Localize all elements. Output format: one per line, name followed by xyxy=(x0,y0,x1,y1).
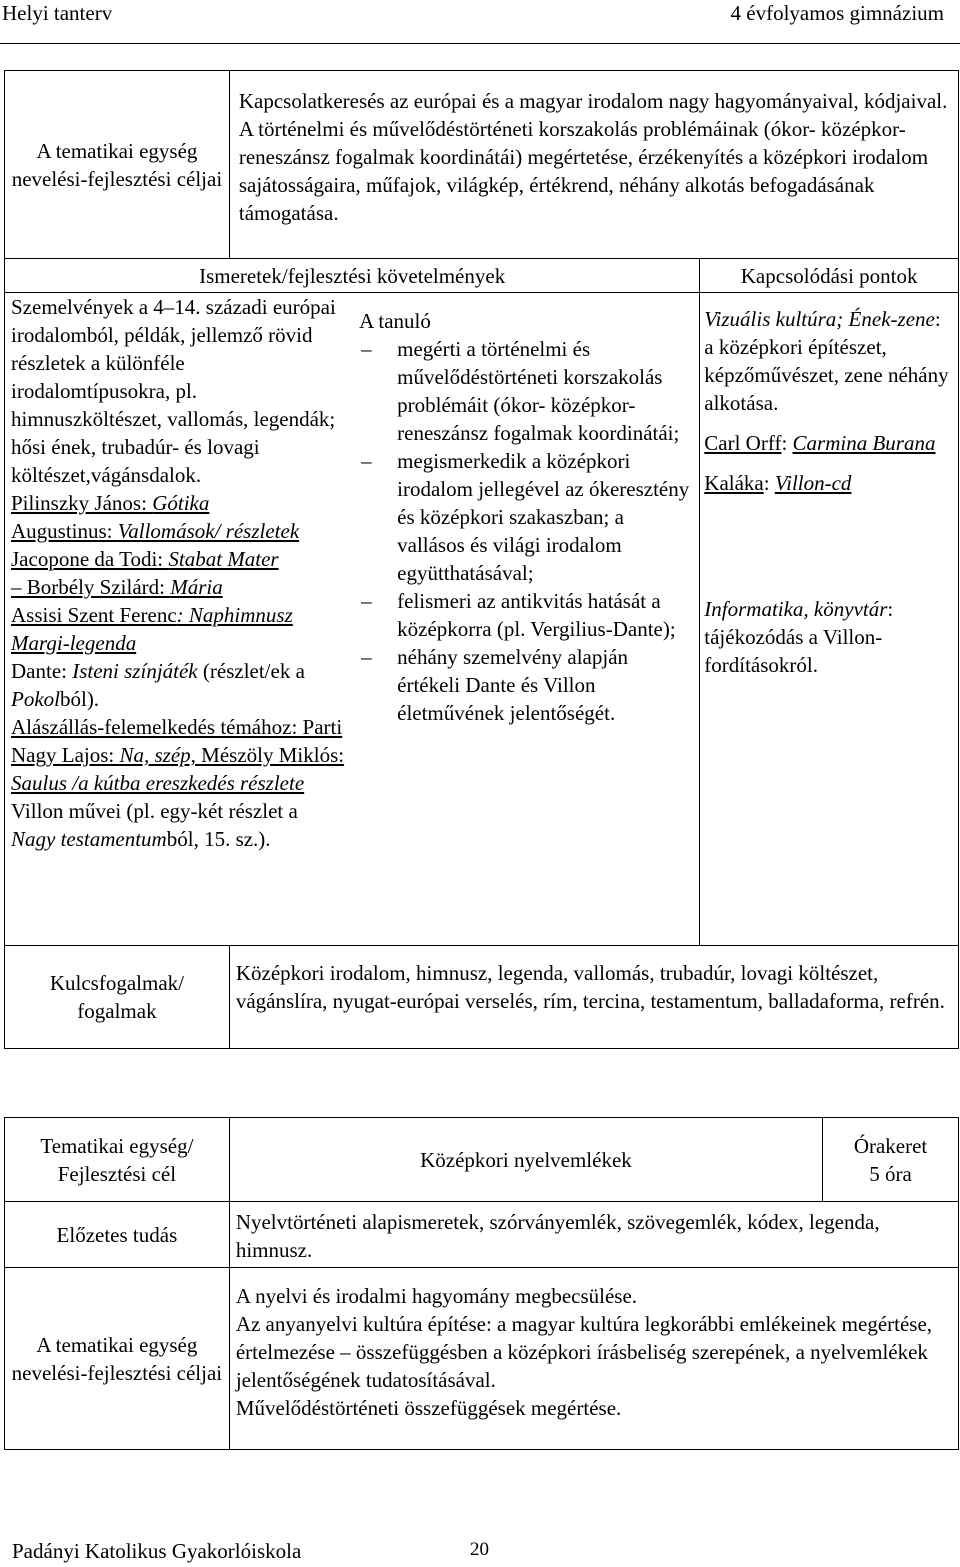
links-header: Kapcsolódási pontok xyxy=(740,263,918,288)
goals-text-cell xyxy=(229,71,958,259)
goals-label-cell xyxy=(5,71,230,259)
page-number: 20 xyxy=(470,1539,489,1560)
prior-label-cell xyxy=(5,1202,230,1268)
reading-alaszallas: Alászállás-felemelkedés témához: Parti Nagy Lajos: Na, szép, Mészöly Miklós: Saulus /a kútba ereszkedés részlete xyxy=(11,715,345,795)
requirements-header: Ismeretek/fejlesztési követelmények xyxy=(199,263,506,288)
readings-intro: Szemelvények a 4–14. századi európai irodalomból, példák, jellemző rövid részletek a különféle irodalomtípusokra, pl. himnuszköltészet, vallomás, legendák; hősi ének, trubadúr- és lovagi költészet,vágánsdalok. xyxy=(11,295,336,487)
list-item: – megismerkedik a középkori irodalom jellegével az ókeresztény és középkori szakaszban; a vallásos és világi irodalom együtthatásával; xyxy=(359,447,691,587)
link-vizualis: Vizuális kultúra; Ének-zene: a középkori építészet, képzőművészet, zene néhány alkotása. xyxy=(704,307,949,415)
links-header-cell xyxy=(700,259,959,293)
link-orff: Carl Orff: Carmina Burana xyxy=(704,431,936,455)
unit-title-cell xyxy=(229,1118,822,1202)
reading-jacopone: Jacopone da Todi: Stabat Mater xyxy=(11,547,279,571)
reading-augustinus: Augustinus: Vallomások/ részletek xyxy=(11,519,300,543)
list-item: – megérti a történelmi és művelődéstörténeti korszakolás problémáit (ókor- középkor- reneszánsz fogalmak koordinátái; xyxy=(359,335,691,447)
reading-dante: Dante: Isteni színjáték (részlet/ek a Pokolból). xyxy=(11,659,305,711)
links-cell xyxy=(700,293,959,946)
reading-villon: Villon művei (pl. egy-két részlet a Nagy testamentumból, 15. sz.). xyxy=(11,799,298,851)
unit-label-cell xyxy=(5,1118,230,1202)
footer-school: Padányi Katolikus Gyakorlóiskola xyxy=(12,1539,302,1563)
keywords-label: Kulcsfogalmak/ fogalmak xyxy=(49,971,184,1023)
keywords-label-cell xyxy=(5,946,230,1049)
readings-cell xyxy=(5,293,354,946)
list-item: – felismeri az antikvitás hatását a középkorra (pl. Vergilius-Dante); xyxy=(359,587,691,643)
goals2-line1: A nyelvi és irodalmi hagyomány megbecsülése. xyxy=(235,1284,638,1308)
keywords-text: Középkori irodalom, himnusz, legenda, vallomás, trubadúr, lovagi költészet, vágánslíra, nyugat-európai verselés, rím, tercina, testamentum, balladaforma, refrén. xyxy=(235,961,945,1013)
prior-text: Nyelvtörténeti alapismeretek, szórványemlék, szövegemlék, kódex, legenda, himnusz. xyxy=(235,1210,880,1262)
curriculum-table-2 xyxy=(4,1117,959,1450)
reading-assisi: Assisi Szent Ferenc: Naphimnusz xyxy=(11,603,293,627)
hours-value: 5 óra xyxy=(869,1161,912,1186)
goals2-line2: Az anyanyelvi kultúra építése: a magyar kultúra legkorábbi emlékeinek megértése, értelmezése – összefüggésben a középkori írásbeliség szerepének, a nyelvemlékek jelentőségének tudatosításával. xyxy=(235,1312,933,1392)
link-informatika: Informatika, könyvtár: tájékozódás a Villon-fordításokról. xyxy=(704,597,894,677)
prior-text-cell xyxy=(229,1202,958,1268)
reading-borbely: – Borbély Szilárd: Mária xyxy=(11,575,223,599)
learner-list xyxy=(359,335,691,727)
curriculum-table-1 xyxy=(4,70,959,1049)
goals-text: Kapcsolatkeresés az európai és a magyar irodalom nagy hagyományaival, kódjaival. A történelmi és művelődéstörténeti korszakolás problémáinak (ókor- középkor- reneszánsz fogalmak koordinátái) megértetése, érzékenyítés a középkori irodalom sajátosságaira, műfajok, világkép, értékrend, néhány alkotás befogadásának támogatása. xyxy=(238,89,948,225)
reading-pilinszky: Pilinszky János: Gótika xyxy=(11,491,210,515)
list-item: – néhány szemelvény alapján értékeli Dante és Villon életművének jelentőségét. xyxy=(359,643,691,727)
prior-label: Előzetes tudás xyxy=(56,1222,178,1247)
learner-intro: A tanuló xyxy=(359,309,431,333)
goals2-text-cell xyxy=(229,1268,958,1450)
link-kalaka: Kaláka: Villon-cd xyxy=(704,471,852,495)
learner-cell xyxy=(353,293,700,946)
goals2-line3: Művelődéstörténeti összefüggések megértése. xyxy=(235,1396,622,1420)
goals2-label-cell xyxy=(5,1268,230,1450)
header-right: 4 évfolyamos gimnázium xyxy=(730,1,944,25)
header-rule xyxy=(0,43,960,44)
hours-cell xyxy=(823,1118,959,1202)
page-header xyxy=(0,0,960,40)
unit-label: Tematikai egység/ Fejlesztési cél xyxy=(40,1133,194,1186)
page-footer xyxy=(12,1539,489,1564)
reading-margit: Margi-legenda xyxy=(11,631,137,655)
keywords-text-cell xyxy=(229,946,958,1049)
unit-title: Középkori nyelvemlékek xyxy=(420,1147,632,1172)
requirements-header-cell xyxy=(5,259,700,293)
goals2-label: A tematikai egység nevelési-fejlesztési céljai xyxy=(11,1332,223,1385)
hours-label: Órakeret xyxy=(853,1133,928,1158)
header-left: Helyi tanterv xyxy=(2,1,113,25)
goals-label: A tematikai egység nevelési-fejlesztési céljai xyxy=(11,138,223,191)
